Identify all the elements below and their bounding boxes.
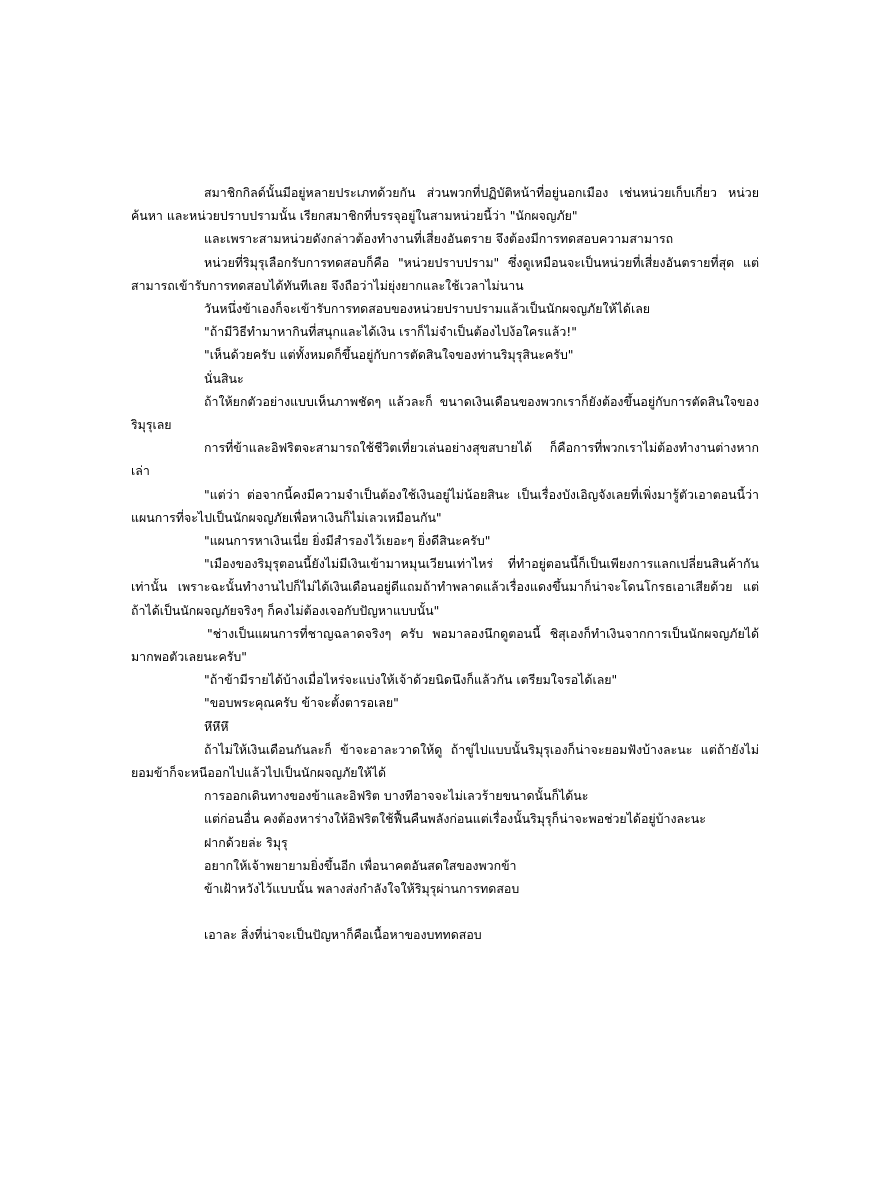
paragraph: "ขอบพระคุณครับ ข้าจะตั้งตารอเลย" xyxy=(204,695,399,711)
paragraph: "ถ้าข้ามีรายได้บ้างเมื่อไหร่จะแบ่งให้เจ้าด้วยนิดนึงก็แล้วกัน เตรียมใจรอได้เลย" xyxy=(204,672,618,688)
paragraph: "แผนการหาเงินเนี่ย ยิ่งมีสำรองไว้เยอะๆ ยิ่งดีสินะครับ" xyxy=(204,533,491,549)
paragraph: สมาชิกกิลด์นั้นมีอยู่หลายประเภทด้วยกัน ส่วนพวกที่ปฏิบัติหน้าที่อยู่นอกเมือง เช่นหน่วยเก็บเกี่ยว หน่วยค้นหา และหน่วยปราบปรามนั้น เรียกสมาชิกที่บรรจุอยู่ในสามหน่วยนี้ว่า "นักผจญภัย" xyxy=(131,185,759,224)
paragraph: "ช่างเป็นแผนการที่ชาญฉลาดจริงๆ ครับ พอมาลองนึกดูตอนนี้ ชิสุเองก็ทำเงินจากการเป็นนักผจญภัยได้มากพอตัวเลยนะครับ" xyxy=(131,625,759,665)
paragraph: ถ้าให้ยกตัวอย่างแบบเห็นภาพชัดๆ แล้วละก็ ขนาดเงินเดือนของพวกเราก็ยังต้องขึ้นอยู่กับการตัดสินใจของริมุรุเลย xyxy=(131,393,759,433)
paragraph: นั่นสินะ xyxy=(204,370,244,386)
body-text xyxy=(131,181,759,947)
paragraph: วันหนึ่งข้าเองก็จะเข้ารับการทดสอบของหน่วยปราบปรามแล้วเป็นนักผจญภัยให้ได้เลย xyxy=(204,301,651,317)
paragraph: หน่วยที่ริมุรุเลือกรับการทดสอบก็คือ "หน่วยปราบปราม" ซึ่งดูเหมือนจะเป็นหน่วยที่เสี่ยงอันตรายที่สุด แต่สามารถเข้ารับการทดสอบได้ทันทีเลย จึงถือว่าไม่ยุ่งยากและใช้เวลาไม่นาน xyxy=(131,254,759,293)
paragraph: "เมืองของริมุรุตอนนี้ยังไม่มีเงินเข้ามาหมุนเวียนเท่าไหร่ ที่ทำอยู่ตอนนี้ก็เป็นเพียงการแลกเปลี่ยนสินค้ากันเท่านั้น เพราะฉะนั้นทำงานไปก็ไม่ได้เงินเดือนอยู่ดีแถมถ้าทำพลาดแล้วเรื่องแดงขึ้นมาก็น่าจะโดนโกรธเอาเสียด้วย แต่ถ้าได้เป็นนักผจญภัยจริงๆ ก็คงไม่ต้องเจอกับปัญหาแบบนั้น" xyxy=(131,556,759,618)
paragraph: ฝากด้วยล่ะ ริมุรุ xyxy=(204,834,288,850)
paragraph: การที่ข้าและอิฟริตจะสามารถใช้ชีวิตเที่ยวเล่นอย่างสุขสบายได้ ก็คือการที่พวกเราไม่ต้องทำงานต่างหากเล่า xyxy=(131,440,759,479)
paragraph: ถ้าไม่ให้เงินเดือนกันละก็ ข้าจะอาละวาดให้ดู ถ้าขู่ไปแบบนั้นริมุรุเองก็น่าจะยอมฟังบ้างละนะ แต่ถ้ายังไม่ยอมข้าก็จะหนีออกไปแล้วไปเป็นนักผจญภัยให้ได้ xyxy=(131,741,759,781)
paragraph: ข้าเฝ้าหวังไว้แบบนั้น พลางส่งกำลังใจให้ริมุรุผ่านการทดสอบ xyxy=(204,881,520,897)
paragraph: และเพราะสามหน่วยดังกล่าวต้องทำงานที่เสี่ยงอันตราย จึงต้องมีการทดสอบความสามารถ xyxy=(204,231,674,247)
paragraph: "ถ้ามีวิธีทำมาหากินที่สนุกและได้เงิน เราก็ไม่จำเป็นต้องไปง้อใครแล้ว!" xyxy=(204,324,577,340)
paragraph: เอาละ สิ่งที่น่าจะเป็นปัญหาก็คือเนื้อหาของบททดสอบ xyxy=(204,927,482,943)
paragraph: หึหึหึ xyxy=(204,718,229,734)
paragraph: การออกเดินทางของข้าและอิฟริต บางทีอาจจะไม่เลวร้ายขนาดนั้นก็ได้นะ xyxy=(204,788,589,804)
paragraph: "แต่ว่า ต่อจากนี้คงมีความจำเป็นต้องใช้เงินอยู่ไม่น้อยสินะ เป็นเรื่องบังเอิญจังเลยที่เพิ่งมารู้ตัวเอาตอนนี้ว่าแผนการที่จะไปเป็นนักผจญภัยเพื่อหาเงินก็ไม่เลวเหมือนกัน" xyxy=(131,486,759,525)
paragraph: "เห็นด้วยครับ แต่ทั้งหมดก็ขึ้นอยู่กับการตัดสินใจของท่านริมุรุสินะครับ" xyxy=(204,347,574,363)
paragraph: อยากให้เจ้าพยายามยิ่งขึ้นอีก เพื่อนาคตอันสดใสของพวกข้า xyxy=(204,857,517,873)
paragraph: แต่ก่อนอื่น คงต้องหาร่างให้อิฟริตใช้ฟื้นคืนพลังก่อนแต่เรื่องนั้นริมุรุก็น่าจะพอช่วยได้อยู่บ้างละนะ xyxy=(204,811,706,827)
